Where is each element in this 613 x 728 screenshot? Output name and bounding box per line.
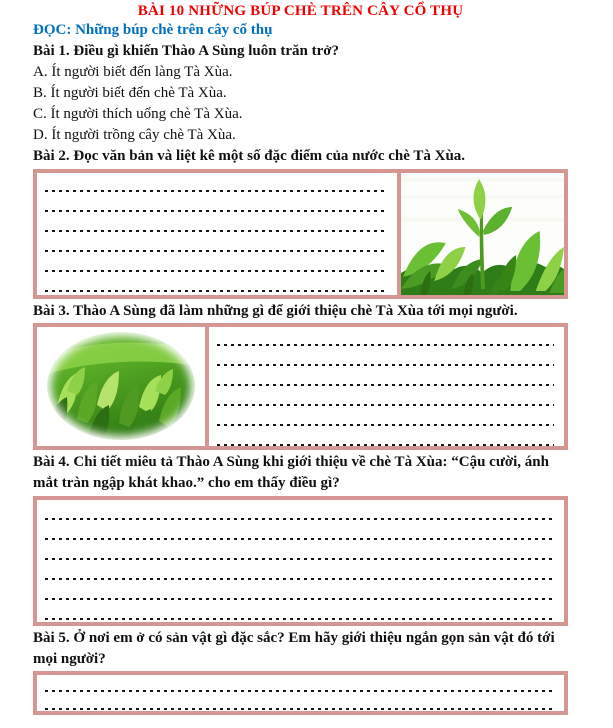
question-2-answer-area[interactable]: [37, 173, 397, 295]
question-5-answer-box[interactable]: [33, 671, 568, 715]
answer-dotted-line[interactable]: [45, 526, 556, 546]
answer-dotted-line[interactable]: [45, 697, 556, 715]
reading-subtitle: ĐỌC: Những búp chè trên cây cổ thụ: [33, 22, 273, 38]
answer-dotted-line[interactable]: [45, 679, 556, 697]
answer-dotted-line[interactable]: [45, 566, 556, 586]
question-1-label: Bài 1. Điều gì khiến Thào A Sùng luôn trăn trở?: [33, 43, 340, 59]
question-4-answer-box[interactable]: [33, 496, 568, 626]
question-1-option-a[interactable]: A. Ít người biết đến làng Tà Xùa.: [33, 64, 233, 80]
question-4-label: Bài 4. Chi tiết miêu tả Thào A Sùng khi giới thiệu về chè Tà Xùa: “Cậu cười, ánh mắt tràn ngập khát khao.” cho em thấy điều gì?: [33, 454, 549, 491]
page-title: BÀI 10 NHỮNG BÚP CHÈ TRÊN CÂY CỔ THỤ: [137, 3, 464, 19]
answer-dotted-line[interactable]: [217, 412, 554, 432]
answer-dotted-line[interactable]: [45, 178, 387, 198]
question-3-answer-box: [33, 323, 568, 450]
answer-dotted-line[interactable]: [45, 258, 387, 278]
answer-dotted-line[interactable]: [45, 586, 556, 606]
question-1-option-c[interactable]: C. Ít người thích uống chè Tà Xùa.: [33, 106, 243, 122]
answer-dotted-line[interactable]: [45, 506, 556, 526]
answer-dotted-line[interactable]: [45, 546, 556, 566]
answer-dotted-line[interactable]: [45, 606, 556, 626]
answer-dotted-line[interactable]: [45, 218, 387, 238]
question-2-label: Bài 2. Đọc văn bản và liệt kê một số đặc điểm của nước chè Tà Xùa.: [33, 148, 466, 164]
answer-dotted-line[interactable]: [217, 392, 554, 412]
question-3-answer-area[interactable]: [209, 327, 564, 446]
answer-dotted-line[interactable]: [217, 372, 554, 392]
tea-field-image: [37, 327, 209, 446]
answer-dotted-line[interactable]: [45, 198, 387, 218]
tea-buds-image: [397, 173, 564, 295]
question-1-option-b[interactable]: B. Ít người biết đến chè Tà Xùa.: [33, 85, 227, 101]
question-1-option-d[interactable]: D. Ít người trồng cây chè Tà Xùa.: [33, 127, 236, 143]
question-2-answer-box: [33, 169, 568, 299]
question-5-label: Bài 5. Ở nơi em ở có sản vật gì đặc sắc? Em hãy giới thiệu ngắn gọn sản vật đó tới mọi người?: [33, 630, 555, 667]
answer-dotted-line[interactable]: [45, 238, 387, 258]
answer-dotted-line[interactable]: [217, 432, 554, 452]
answer-dotted-line[interactable]: [217, 332, 554, 352]
answer-dotted-line[interactable]: [217, 352, 554, 372]
question-3-label: Bài 3. Thào A Sùng đã làm những gì để giới thiệu chè Tà Xùa tới mọi người.: [33, 303, 518, 319]
answer-dotted-line[interactable]: [45, 278, 387, 298]
